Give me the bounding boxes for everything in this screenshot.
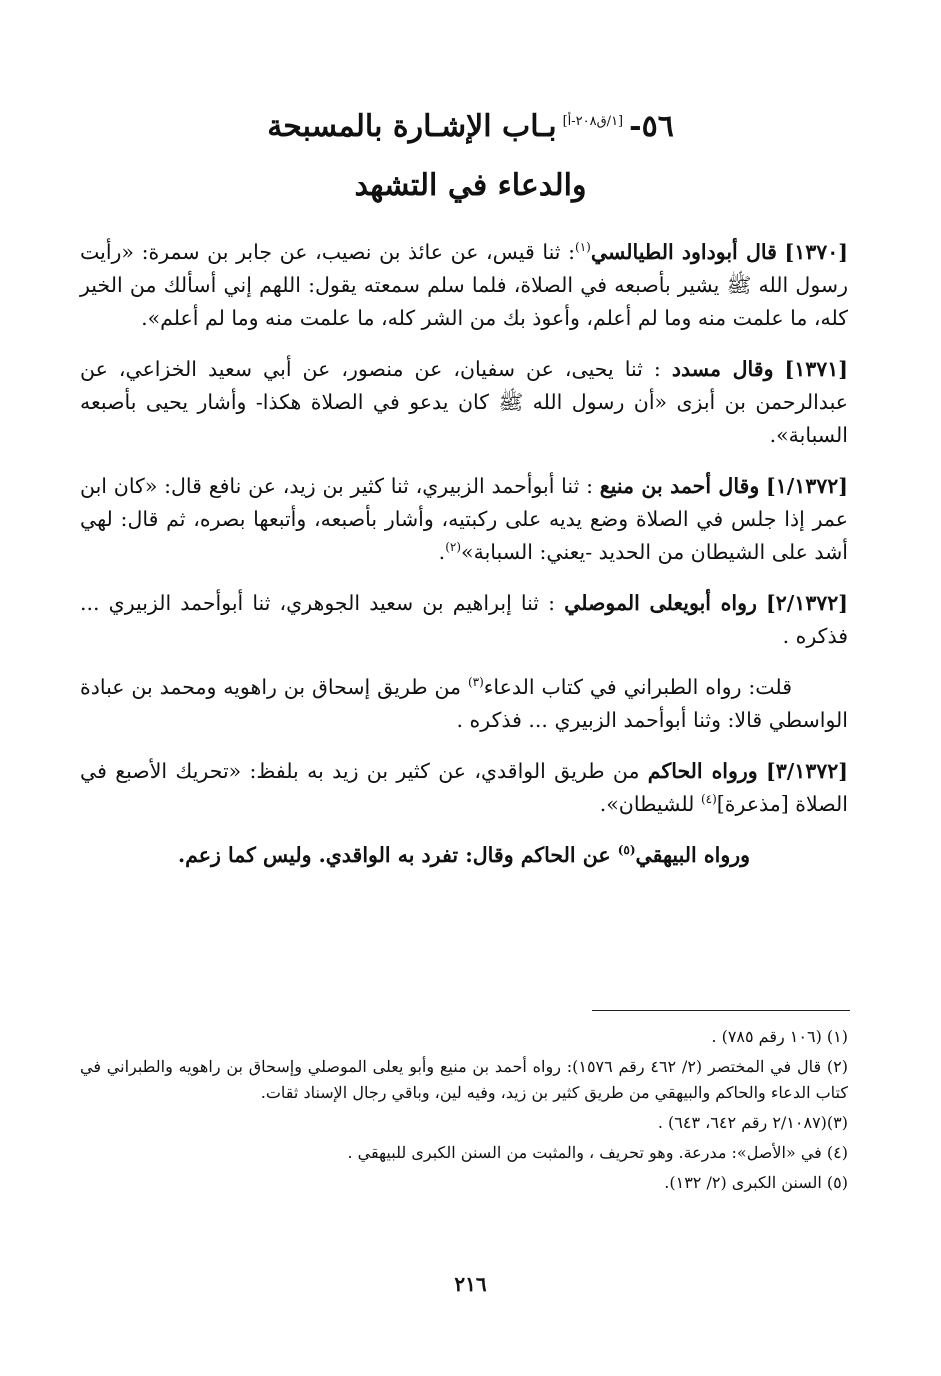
- footnote-ref: (٣): [467, 675, 484, 690]
- hadith-number: [١/١٣٧٢]: [766, 474, 848, 498]
- bayhaqi-note: [80, 839, 848, 872]
- footnote-ref: (٢): [445, 540, 462, 555]
- bayhaqi-text: ورواه البيهقي: [635, 843, 751, 867]
- hadith-author: رواه أبويعلى الموصلي: [564, 591, 757, 615]
- manuscript-ref: [١/ق٢٠٨-أ]: [562, 114, 624, 129]
- footnote-3: (٣)(٢/١٠٨٧ رقم ٦٤٢، ٦٤٣) .: [657, 1113, 848, 1132]
- footnote-4: (٤) في «الأصل»: مدرعة. وهو تحريف ، والمثبت من السنن الكبرى للبيهقي .: [347, 1143, 848, 1162]
- hadith-1372-1: [80, 470, 848, 569]
- footnotes: [80, 1024, 848, 1200]
- chapter-title-text: بـاب الإشـارة بالمسبحة: [267, 109, 557, 144]
- hadith-author: وقال مسدد: [671, 357, 774, 381]
- footnote-5: (٥) السنن الكبرى (٢/ ١٣٢).: [664, 1173, 848, 1192]
- hadith-text: من طريق الواقدي، عن كثير بن زيد به بلفظ: «تحريك الأصبع في الصلاة [مذعرة]: [80, 759, 848, 816]
- footnote-ref: (٤): [700, 792, 717, 807]
- chapter-title: [60, 100, 881, 149]
- hadith-author: قال أبوداود الطيالسي: [590, 240, 777, 264]
- hadith-author: ورواه الحاكم: [647, 759, 758, 783]
- hadith-1372-3: [80, 755, 848, 821]
- hadith-1371: [80, 353, 848, 452]
- comment-qult: [80, 671, 848, 737]
- hadith-text-cont: للشيطان».: [599, 792, 701, 816]
- hadith-text: : ثنا قيس، عن عائذ بن نصيب، عن جابر بن سمرة: «رأيت رسول الله ﷺ يشير بأصبعه في الصلاة، فلما سلم سمعته يقول: اللهم إني أسألك من الخير كله، ما علمت منه وما لم أعلم، وأعوذ بك من الشر كله، ما علمت منه وما لم أعلم».: [80, 240, 848, 330]
- footnote-ref: (٥): [617, 843, 636, 858]
- bayhaqi-text-cont: عن الحاكم وقال: تفرد به الواقدي. وليس كما زعم.: [177, 843, 618, 867]
- hadith-text: : ثنا إبراهيم بن سعيد الجوهري، ثنا أبوأحمد الزبيري ... فذكره .: [80, 591, 848, 648]
- hadith-text-tail: .: [438, 540, 446, 564]
- hadith-number: [١٣٧١]: [784, 357, 848, 381]
- hadith-1372-2: [80, 587, 848, 653]
- hadith-1370: [80, 236, 848, 335]
- page-number: ٢١٦: [454, 1272, 487, 1296]
- hadith-number: [٢/١٣٧٢]: [766, 591, 848, 615]
- comment-text: قلت: رواه الطبراني في كتاب الدعاء: [483, 675, 792, 699]
- hadith-text: : ثنا يحيى، عن سفيان، عن منصور، عن أبي سعيد الخزاعي، عن عبدالرحمن بن أبزى «أن رسول الله ﷺ كان يدعو في الصلاة هكذا- وأشار يحيى بأصبعه السبابة».: [80, 357, 848, 447]
- footnote-ref: (١): [575, 240, 591, 255]
- comment-text-cont: من طريق إسحاق بن راهويه ومحمد بن عبادة الواسطي قالا: وثنا أبوأحمد الزبيري ... فذكره .: [80, 675, 848, 732]
- footnote-divider: [592, 1010, 850, 1011]
- hadith-number: [١٣٧٠]: [784, 240, 848, 264]
- chapter-title-main: [267, 109, 674, 144]
- footnote-2: (٢) قال في المختصر (٢/ ٤٦٢ رقم ١٥٧٦): رواه أحمد بن منيع وأبو يعلى الموصلي وإسحاق بن راهويه والطبراني في كتاب الدعاء والحاكم والبيهقي من طريق كثير بن زيد، وفيه لين، وباقي رجال الإسناد ثقات.: [80, 1057, 848, 1102]
- footnote-1: (١) (١٠٦ رقم ٧٨٥) .: [711, 1027, 848, 1046]
- main-text: [80, 236, 848, 890]
- chapter-subtitle: والدعاء في التشهد: [354, 168, 587, 203]
- hadith-number: [٣/١٣٧٢]: [766, 759, 848, 783]
- hadith-author: وقال أحمد بن منيع: [599, 474, 760, 498]
- hadith-text: : ثنا أبوأحمد الزبيري، ثنا كثير بن زيد، عن نافع قال: «كان ابن عمر إذا جلس في الصلاة وضع يديه على ركبتيه، وأشار بأصبعه، وأتبعها بصره، ثم قال: لهي أشد على الشيطان من الحديد -يعني: السبابة»: [80, 474, 848, 564]
- chapter-number: ٥٦-: [629, 109, 674, 144]
